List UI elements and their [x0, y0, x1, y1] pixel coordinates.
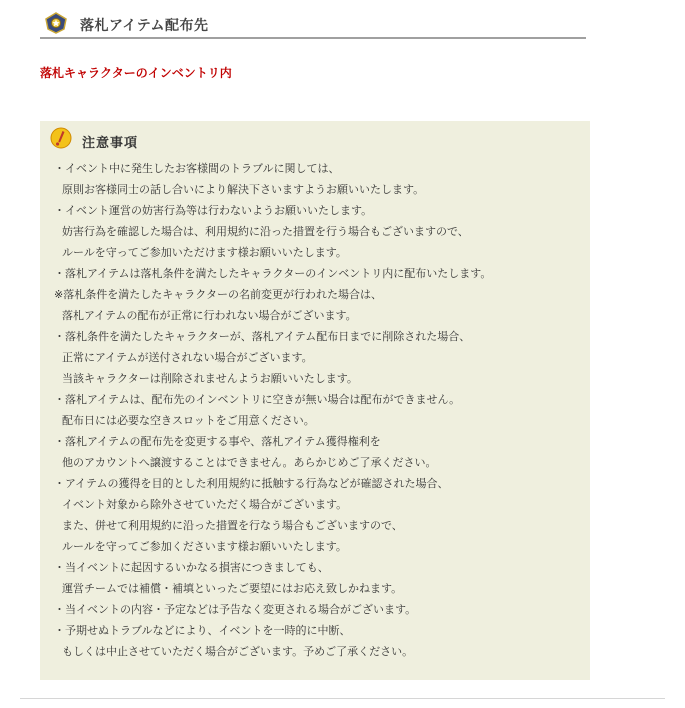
notice-line: ・当イベントに起因するいかなる損害につきましても、: [54, 561, 329, 574]
notice-line: ・落札アイテムの配布先を変更する事や、落札アイテム獲得権利を: [54, 435, 381, 448]
notice-line: ・当イベントの内容・予定などは予告なく変更される場合がございます。: [54, 603, 417, 616]
notice-line: 正常にアイテムが送付されない場合がございます。: [62, 351, 313, 364]
emblem-icon: [44, 12, 68, 34]
footer-divider: [20, 698, 665, 699]
notice-line: ・落札条件を満たしたキャラクターが、落札アイテム配布日までに削除された場合、: [54, 330, 471, 343]
notice-title: 注意事項: [82, 136, 139, 151]
notice-line: 原則お客様同士の話し合いにより解決下さいますようお願いいたします。: [62, 183, 425, 196]
warning-icon: [50, 127, 72, 149]
notice-line: ・アイテムの獲得を目的とした利用規約に抵触する行為などが確認された場合、: [54, 477, 449, 490]
notice-line: ルールを守ってご参加くださいます様お願いいたします。: [62, 540, 347, 553]
notice-line: また、併せて利用規約に沿った措置を行なう場合もございますので、: [62, 519, 403, 532]
notice-line: ・イベント中に発生したお客様間のトラブルに関しては、: [54, 162, 340, 175]
notice-line: ・予期せぬトラブルなどにより、イベントを一時的に中断、: [54, 624, 351, 637]
notice-line: ルールを守ってご参加いただけます様お願いいたします。: [62, 246, 347, 259]
section-title: 落札アイテム配布先: [80, 18, 209, 34]
notice-box: [40, 121, 590, 680]
notice-line: ・イベント運営の妨害行為等は行わないようお願いいたします。: [54, 204, 373, 217]
notice-line: もしくは中止させていただく場合がございます。予めご了承ください。: [62, 645, 414, 658]
notice-line: 配布日には必要な空きスロットをご用意ください。: [62, 414, 315, 427]
notice-line: イベント対象から除外させていただく場合がございます。: [62, 498, 348, 511]
notice-line: 妨害行為を確認した場合は、利用規約に沿った措置を行う場合もございますので、: [62, 225, 469, 238]
notice-line: 運営チームでは補償・補填といったご要望にはお応え致しかねます。: [62, 582, 403, 595]
notice-line: 落札アイテムの配布が正常に行われない場合がございます。: [62, 309, 357, 322]
notice-line: ・落札アイテムは、配布先のインベントリに空きが無い場合は配布ができません。: [54, 393, 461, 406]
notice-list: [54, 158, 584, 662]
delivery-destination-text: 落札キャラクターのインベントリ内: [40, 66, 232, 80]
notice-line: 当該キャラクターは削除されませんようお願いいたします。: [62, 372, 358, 385]
notice-line: ・落札アイテムは落札条件を満たしたキャラクターのインベントリ内に配布いたします。: [54, 267, 492, 280]
section-header: [40, 10, 586, 39]
notice-line: ※落札条件を満たしたキャラクターの名前変更が行われた場合は、: [54, 288, 382, 301]
notice-line: 他のアカウントへ譲渡することはできません。あらかじめご了承ください。: [62, 456, 437, 469]
